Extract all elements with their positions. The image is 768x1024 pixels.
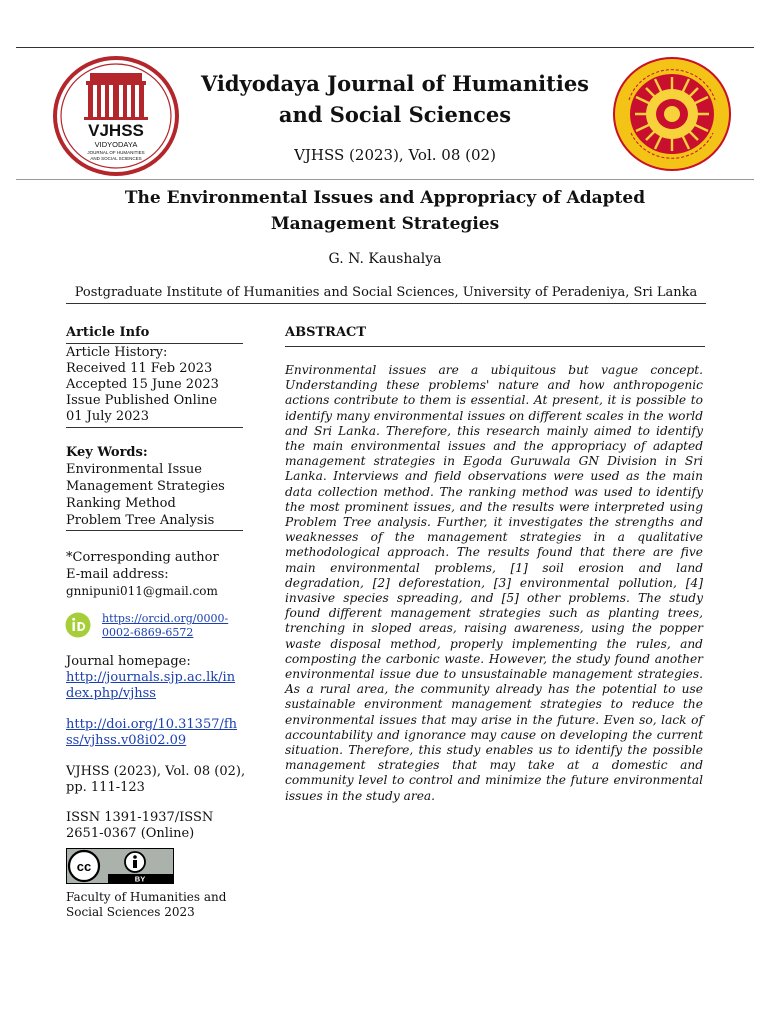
article-info-rule <box>66 343 243 344</box>
vjhss-logo <box>52 55 180 177</box>
published-date: 01 July 2023 <box>66 409 149 424</box>
orcid-link[interactable] <box>102 612 228 640</box>
homepage-link-line-1: http://journals.sjp.ac.lk/in <box>66 670 236 685</box>
header-bottom-rule <box>16 179 754 180</box>
keywords-title: Key Words: <box>66 445 148 460</box>
cc-by-license-badge[interactable] <box>66 848 174 884</box>
author-name: G. N. Kaushalya <box>328 251 442 267</box>
keyword-item: Environmental Issue <box>66 462 202 477</box>
keyword-item: Ranking Method <box>66 496 176 511</box>
logo-subtitle-1: JOURNAL OF HUMANITIES <box>87 150 145 155</box>
journal-title: Vidyodaya Journal of Humanities and Social Sciences <box>200 71 590 127</box>
citation-line-1: VJHSS (2023), Vol. 08 (02), <box>66 764 246 779</box>
accepted-date: Accepted 15 June 2023 <box>66 377 219 392</box>
faculty-line-2: Social Sciences 2023 <box>66 905 195 919</box>
issn-line-1: ISSN 1391-1937/ISSN <box>66 810 214 825</box>
journal-homepage-link[interactable] <box>66 670 235 702</box>
issn-line-2: 2651-0367 (Online) <box>66 826 195 841</box>
journal-homepage-label: Journal homepage: <box>66 654 191 669</box>
journal-issue: VJHSS (2023), Vol. 08 (02) <box>294 146 496 164</box>
top-rule <box>16 47 754 48</box>
keyword-item: Problem Tree Analysis <box>66 513 215 528</box>
citation-line-2: pp. 111-123 <box>66 780 145 795</box>
email-label: E-mail address: <box>66 567 169 582</box>
faculty-credit <box>66 890 226 920</box>
article-info-title: Article Info <box>66 325 150 340</box>
doi-link-line-1: http://doi.org/10.31357/fh <box>66 717 238 732</box>
orcid-icon[interactable] <box>65 612 91 638</box>
orcid-link-line-1: https://orcid.org/0000- <box>102 612 229 625</box>
logo-acronym: VJHSS <box>88 121 144 140</box>
orcid-link-line-2: 0002-6869-6572 <box>102 626 194 639</box>
received-date: Received 11 Feb 2023 <box>66 361 213 376</box>
doi-link-line-2: ss/vjhss.v08i02.09 <box>66 733 187 748</box>
article-history-label: Article History: <box>66 345 168 360</box>
author-affiliation: Postgraduate Institute of Humanities and Social Sciences, University of Peradeniya, Sri Lanka <box>74 285 698 300</box>
logo-name: VIDYODAYA <box>94 140 138 149</box>
history-rule <box>66 427 243 428</box>
abstract-text: Environmental issues are a ubiquitous but vague concept. Understanding these problems' nature and how anthropogenic actions contribute to them is essential. At present, it is possible to identify many environmental issues on different scales in the world and Sri Lanka. Therefore, this research mainly aimed to identify the main environmental issues and the appropriacy of adapted management strategies in Egoda Guruwala GN Division in Sri Lanka. Interviews and field observations were used as the main data collection method. The ranking method was used to identify the most prominent issues, and the results were interpreted using Problem Tree analysis. Further, it investigates the strengths and weaknesses of the management strategies in a qualitative methodological approach. The results found that there are five main environmental problems, [1] soil erosion and land degradation, [2] deforestation, [3] environmental pollution, [4] invasive species spreading, and [5] other problems. The study found different management strategies such as planting trees, trenching in sloped areas, raising awareness, using the popper waste disposal method, properly implementing the rules, and composting the carbonic waste. However, the study found another environmental issue due to unsustainable management strategies. As a rural area, the community already has the potential to use sustainable environment management strategies to reduce the environmental issues that may arise in the future. Even so, lack of accountability and ignorance may cause on developing the current situation. Therefore, this study enables us to identify the possible management strategies that may take at a domestic and community level to control and minimize the future environmental issues in the study area. <box>285 363 703 803</box>
homepage-link-line-2: dex.php/vjhss <box>66 686 156 701</box>
university-seal <box>611 55 733 173</box>
citation <box>66 764 245 796</box>
logo-subtitle-2: AND SOCIAL SCIENCES <box>90 156 142 161</box>
corresponding-author-label: *Corresponding author <box>66 550 219 565</box>
svg-text:cc: cc <box>76 859 92 874</box>
faculty-line-1: Faculty of Humanities and <box>66 890 227 904</box>
issue-published-label: Issue Published Online <box>66 393 218 408</box>
keyword-item: Management Strategies <box>66 479 225 494</box>
abstract-heading: ABSTRACT <box>285 325 367 340</box>
abstract-rule <box>285 346 705 347</box>
cc-by-label: BY <box>134 874 146 884</box>
email-address: gnnipuni011@gmail.com <box>66 584 218 598</box>
paper-title: The Environmental Issues and Appropriacy of Adapted Management Strategies <box>124 188 646 234</box>
keywords-rule <box>66 530 243 531</box>
issn <box>66 810 213 842</box>
doi-link[interactable] <box>66 717 237 749</box>
affiliation-rule <box>66 303 706 304</box>
